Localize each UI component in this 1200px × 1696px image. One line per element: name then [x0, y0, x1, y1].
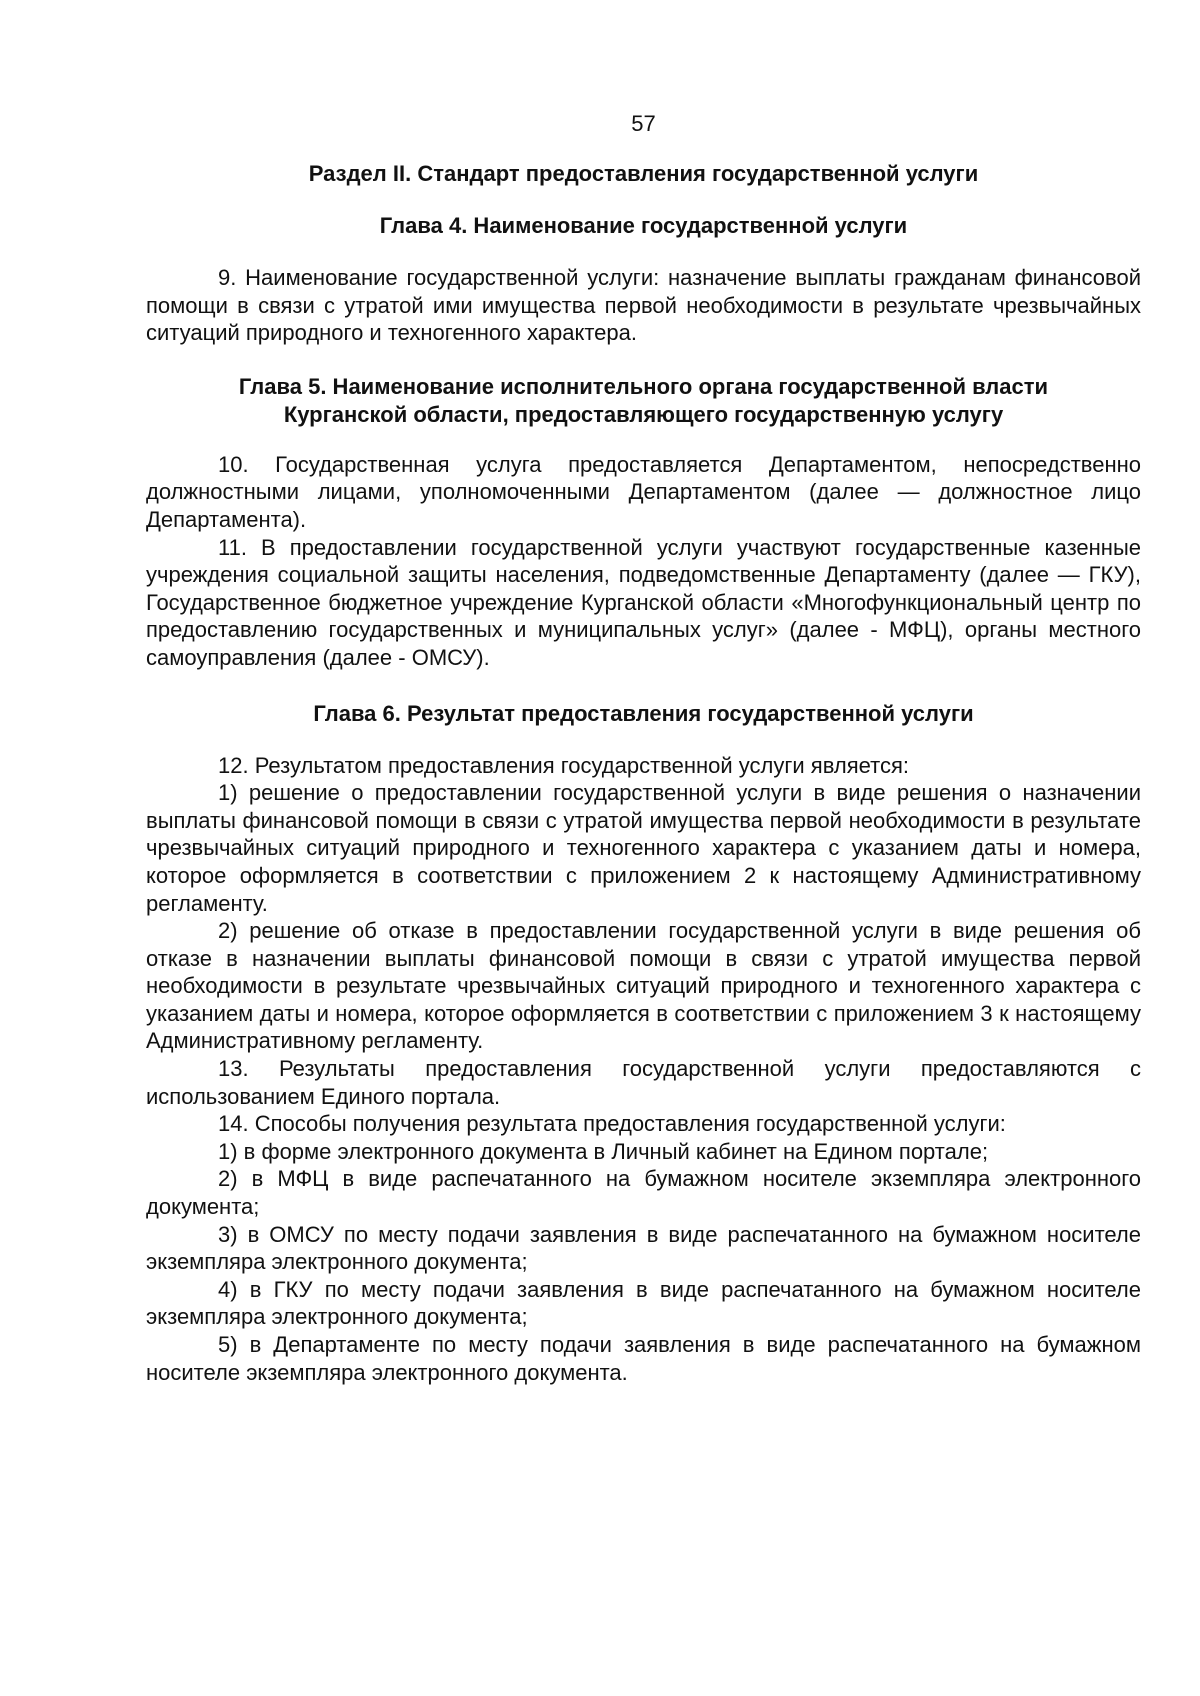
- section-title: Раздел II. Стандарт предоставления государственной услуги: [308, 161, 979, 186]
- paragraph-14-item-4: 4) в ГКУ по месту подачи заявления в виде распечатанного на бумажном носителе экземпляра электронного документа;: [146, 1276, 1141, 1330]
- chapter-6-title: Глава 6. Результат предоставления государственной услуги: [313, 700, 974, 726]
- paragraph-12-item-2: 2) решение об отказе в предоставлении государственной услуги в виде решения об отказе в назначении выплаты финансовой помощи в связи с утратой имущества первой необходимости в результате чрезвычайных ситуаций природного и техногенного характера с указанием даты и номера, которое оформляется в соответствии с приложением 3 к настоящему Административному регламенту.: [146, 918, 1141, 1054]
- chapter-5-title-line1: Глава 5. Наименование исполнительного органа государственной власти: [238, 373, 1049, 399]
- paragraph-12-item-1: 1) решение о предоставлении государственной услуги в виде решения о назначении выплаты финансовой помощи в связи с утратой имущества первой необходимости в результате чрезвычайных ситуаций природного и техногенного характера с указанием даты и номера, которое оформляется в соответствии с приложением 2 к настоящему Административному регламенту.: [146, 780, 1141, 916]
- paragraph-14-item-3: 3) в ОМСУ по месту подачи заявления в виде распечатанного на бумажном носителе экземпляра электронного документа;: [146, 1221, 1141, 1275]
- chapter-5-title: [146, 373, 1141, 429]
- paragraph-14-item-5: 5) в Департаменте по месту подачи заявления в виде распечатанного на бумажном носителе экземпляра электронного документа.: [146, 1332, 1141, 1385]
- paragraph-10: 10. Государственная услуга предоставляется Департаментом, непосредственно должностными лицами, уполномоченными Департаментом (далее — должностное лицо Департамента).: [146, 451, 1141, 532]
- document-page: [146, 110, 1141, 1412]
- paragraph-11: 11. В предоставлении государственной услуги участвуют государственные казенные учреждения социальной защиты населения, подведомственные Департаменту (далее — ГКУ), Государственное бюджетное учреждение Курганской области «Многофункциональный центр по предоставлению государственных и муниципальных услуг» (далее - МФЦ), органы местного самоуправления (далее - ОМСУ).: [146, 534, 1141, 670]
- chapter-4-title: Глава 4. Наименование государственной услуги: [379, 213, 908, 238]
- chapter-4-body: [146, 264, 1141, 347]
- paragraph-14: 14. Способы получения результата предоставления государственной услуги:: [218, 1111, 1006, 1137]
- paragraph-9: 9. Наименование государственной услуги: назначение выплаты гражданам финансовой помощи в связи с утратой ими имущества первой необходимости в результате чрезвычайных ситуаций природного и техногенного характера.: [146, 265, 1141, 346]
- page-number: 57: [631, 111, 656, 136]
- chapter-6-body: [146, 752, 1141, 1387]
- paragraph-14-item-1: 1) в форме электронного документа в Личный кабинет на Едином портале;: [218, 1138, 989, 1164]
- chapter-5-title-line2: Курганской области, предоставляющего государственную услугу: [283, 401, 1004, 427]
- paragraph-14-item-2: 2) в МФЦ в виде распечатанного на бумажном носителе экземпляра электронного документа;: [146, 1166, 1141, 1220]
- paragraph-13: 13. Результаты предоставления государственной услуги предоставляются с использованием Единого портала.: [146, 1056, 1141, 1109]
- chapter-5-body: [146, 451, 1141, 672]
- paragraph-12: 12. Результатом предоставления государственной услуги является:: [218, 752, 909, 778]
